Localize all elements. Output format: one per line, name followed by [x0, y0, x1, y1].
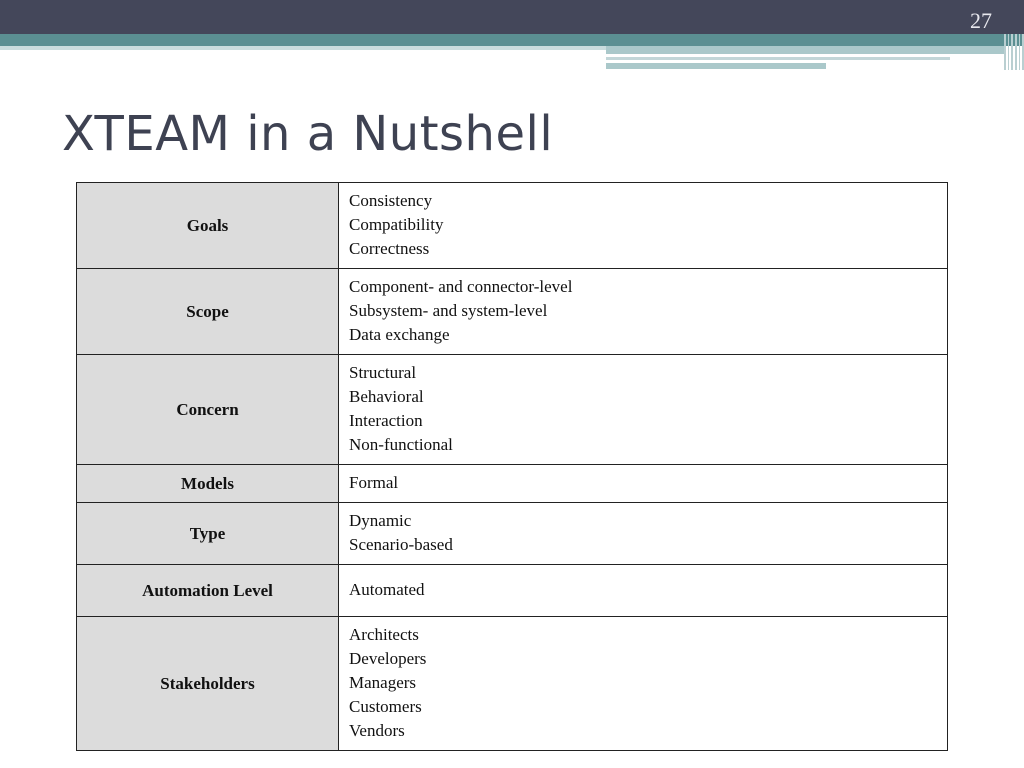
table-row — [77, 465, 948, 503]
header-stripe — [606, 63, 826, 69]
table-row — [77, 269, 948, 355]
header-bar — [0, 0, 1024, 34]
row-value-item: Automated — [349, 580, 425, 599]
row-label: Concern — [77, 355, 339, 465]
row-value-item: Managers — [349, 673, 417, 692]
table-row — [77, 183, 948, 269]
row-value-item: Data exchange — [349, 325, 450, 344]
row-value-item: Consistency — [349, 191, 433, 210]
slide-number: 27 — [970, 8, 992, 33]
summary-table-body — [77, 183, 948, 751]
summary-table — [76, 182, 948, 751]
table-row — [77, 617, 948, 751]
row-value-item: Developers — [349, 649, 427, 668]
row-value-item: Component- and connector-level — [349, 277, 573, 296]
header-vertical-stripes — [1004, 34, 1024, 70]
row-values — [339, 183, 948, 269]
row-value-item: Vendors — [349, 721, 405, 740]
row-label: Stakeholders — [77, 617, 339, 751]
row-values — [339, 503, 948, 565]
row-value-item: Scenario-based — [349, 535, 453, 554]
table-row — [77, 355, 948, 465]
row-values — [339, 269, 948, 355]
row-values — [339, 465, 948, 503]
row-label: Type — [77, 503, 339, 565]
row-value-item: Correctness — [349, 239, 430, 258]
header-stripe — [606, 46, 1006, 54]
header-stripe — [606, 57, 950, 60]
table-row — [77, 565, 948, 617]
row-label: Automation Level — [77, 565, 339, 617]
row-value-item: Compatibility — [349, 215, 444, 234]
row-values — [339, 355, 948, 465]
slide-title: XTEAM in a Nutshell — [62, 106, 554, 162]
row-value-item: Formal — [349, 473, 399, 492]
row-value-item: Non-functional — [349, 435, 453, 454]
row-label: Goals — [77, 183, 339, 269]
row-values — [339, 565, 948, 617]
row-value-item: Behavioral — [349, 387, 424, 406]
header-stripe — [0, 46, 606, 50]
row-label: Models — [77, 465, 339, 503]
header-accent-band — [0, 34, 1024, 46]
row-value-item: Dynamic — [349, 511, 412, 530]
row-value-item: Interaction — [349, 411, 423, 430]
row-value-item: Structural — [349, 363, 417, 382]
row-value-item: Subsystem- and system-level — [349, 301, 548, 320]
table-row — [77, 503, 948, 565]
row-value-item: Architects — [349, 625, 419, 644]
row-label: Scope — [77, 269, 339, 355]
row-value-item: Customers — [349, 697, 422, 716]
row-values — [339, 617, 948, 751]
